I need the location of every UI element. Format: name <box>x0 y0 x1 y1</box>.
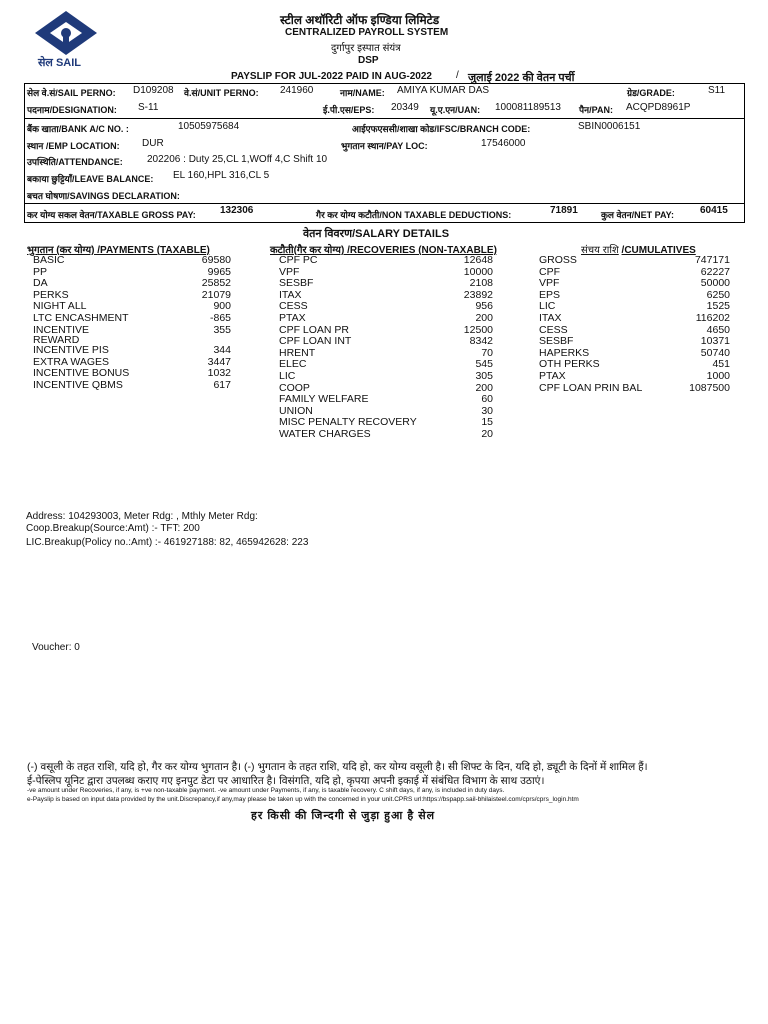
item-label: OTH PERKS <box>539 358 600 371</box>
voucher: Voucher: 0 <box>32 642 80 653</box>
system-title: CENTRALIZED PAYROLL SYSTEM <box>285 27 449 38</box>
item-value: 62227 <box>700 265 730 278</box>
item-label: UNION <box>279 404 313 417</box>
divider <box>24 203 744 204</box>
divider <box>24 118 744 119</box>
attendance-value: 202206 : Duty 25,CL 1,WOff 4,C Shift 10 <box>147 154 328 165</box>
pan-value: ACQPD8961P <box>626 102 691 113</box>
cumulatives-heading <box>581 242 696 256</box>
item-label: CPF LOAN PRIN BAL <box>539 381 643 394</box>
net-value: 60415 <box>700 205 728 216</box>
item-value: 355 <box>213 323 231 336</box>
cumulatives-list <box>539 255 730 394</box>
name-value: AMIYA KUMAR DAS <box>397 85 490 96</box>
cumulatives-heading-hindi: संचय राशि <box>581 245 619 256</box>
item-value: 3447 <box>207 355 231 368</box>
item-value: 12500 <box>463 323 493 336</box>
list-item <box>279 394 493 406</box>
item-label: COOP <box>279 381 310 394</box>
ifsc-label: आईएफएससी/शाखा कोड/IFSC/BRANCH CODE: <box>352 124 531 134</box>
footer-hindi-2: ई-पेस्लिप यूनिट द्वारा उपलब्ध कराए गए इनपुट डेटा पर आधारित है। विसंगति, यदि हो, कृपया अपनी इकाई में संबंधित विभाग के साथ उठाएं। <box>27 775 545 787</box>
list-item <box>279 301 493 313</box>
item-value: 12648 <box>463 254 493 266</box>
item-label: EXTRA WAGES <box>33 355 110 368</box>
list-item <box>279 278 493 290</box>
net-label: कुल वेतन/NET PAY: <box>601 210 674 220</box>
item-label: LIC <box>279 369 296 382</box>
plant-name-hindi: दुर्गापुर इस्पात संयंत्र <box>331 43 401 54</box>
item-label: INCENTIVE QBMS <box>33 378 123 391</box>
location-label: स्थान /EMP LOCATION: <box>27 141 120 151</box>
item-value: 200 <box>475 381 493 394</box>
item-value: 1000 <box>706 369 730 382</box>
item-label: CPF LOAN PR <box>279 323 350 336</box>
coop-breakup: Coop.Breakup(Source:Amt) :- TFT: 200 <box>26 523 200 534</box>
item-label: LTC ENCASHMENT <box>33 311 129 324</box>
title-separator: / <box>456 70 459 81</box>
item-value: 1087500 <box>689 381 730 394</box>
tagline: हर किसी की जिन्दगी से जुड़ा हुआ है सेल <box>251 810 436 822</box>
item-value: 747171 <box>694 254 730 266</box>
payments-list <box>33 255 231 392</box>
item-value: 1032 <box>207 367 231 380</box>
item-label: CESS <box>539 323 568 336</box>
item-label: MISC PENALTY RECOVERY <box>279 416 417 429</box>
item-label: REWARD <box>33 334 80 347</box>
list-item <box>33 380 231 392</box>
designation-value: S-11 <box>138 102 159 113</box>
savings-label: बचत घोषणा/SAVINGS DECLARATION: <box>27 191 180 201</box>
name-label: नाम/NAME: <box>340 88 385 98</box>
item-value: 116202 <box>695 311 730 324</box>
plant-code: DSP <box>358 55 379 66</box>
company-name-hindi: स्टील अथॉरिटी ऑफ इण्डिया लिमिटेड <box>280 13 440 27</box>
item-label: CPF LOAN INT <box>279 335 352 348</box>
item-value: 1525 <box>706 300 730 313</box>
item-value: 6250 <box>706 288 730 301</box>
item-label: VPF <box>279 265 300 278</box>
item-label: ITAX <box>279 288 302 301</box>
item-label: SESBF <box>279 277 314 290</box>
list-item <box>539 336 730 348</box>
salary-details-title: वेतन विवरण/SALARY DETAILS <box>303 228 450 240</box>
list-item <box>33 345 231 357</box>
location-value: DUR <box>142 138 164 149</box>
item-value: 2108 <box>469 277 493 290</box>
payloc-value: 17546000 <box>481 138 526 149</box>
item-value: 50000 <box>700 277 730 290</box>
cumulatives-heading-english: /CUMULATIVES <box>621 245 696 256</box>
item-label: LIC <box>539 300 556 313</box>
logo-text: सेल SAIL <box>38 57 82 69</box>
item-label: FAMILY WELFARE <box>279 393 369 406</box>
recoveries-heading: कटौती(गैर कर योग्य) /RECOVERIES (NON-TAXABLE) <box>270 245 497 256</box>
list-item <box>539 278 730 290</box>
item-label: CESS <box>279 300 308 313</box>
leave-value: EL 160,HPL 316,CL 5 <box>173 170 270 181</box>
item-value: 344 <box>213 344 231 357</box>
list-item <box>539 371 730 383</box>
grade-label: ग्रेड/GRADE: <box>627 88 675 98</box>
item-label: VPF <box>539 277 560 290</box>
item-value: 956 <box>475 300 493 313</box>
item-label: DA <box>33 277 48 290</box>
attendance-label: उपस्थिति/ATTENDANCE: <box>27 157 123 167</box>
ifsc-value: SBIN0006151 <box>578 121 641 132</box>
item-value: 60 <box>481 393 493 406</box>
item-value: 50740 <box>700 346 730 359</box>
list-item <box>279 255 493 267</box>
item-label: PP <box>33 265 48 278</box>
unit-perno-value: 241960 <box>280 85 314 96</box>
item-value: 9965 <box>207 265 231 278</box>
payloc-label: भुगतान स्थान/PAY LOC: <box>341 141 428 151</box>
bank-value: 10505975684 <box>178 121 240 132</box>
item-label: PTAX <box>539 369 566 382</box>
list-item <box>279 359 493 371</box>
item-value: 4650 <box>706 323 730 336</box>
nontax-label: गैर कर योग्य कटौती/NON TAXABLE DEDUCTIONS: <box>316 210 512 220</box>
payslip-title-hindi: जुलाई 2022 की वेतन पर्ची <box>468 72 575 84</box>
item-label: INCENTIVE BONUS <box>33 367 130 380</box>
payslip-title: PAYSLIP FOR JUL-2022 PAID IN AUG-2022 <box>231 71 432 82</box>
perno-label: सेल वे.सं/SAIL PERNO: <box>27 88 116 98</box>
item-label: ELEC <box>279 358 307 371</box>
item-label: PTAX <box>279 311 306 324</box>
footer-hindi-1: (-) वसूली के तहत राशि, यदि हो, गैर कर योग्य भुगतान है। (-) भुगतान के तहत राशि, यदि हो, कर योग्य वसूली है। सी शिफ्ट के दिन, यदि हो, ड्यूटी के दिनों में शामिल हैं। <box>27 761 648 773</box>
list-item <box>539 313 730 325</box>
footer-english-1: -ve amount under Recoveries, if any, is +ve non-taxable payment. -ve amount under Payments, if any, is taxable recovery. C shift days, if any, is included in duty days. <box>27 787 505 794</box>
item-label: HAPERKS <box>539 346 590 359</box>
list-item <box>539 359 730 371</box>
item-value: 200 <box>475 311 493 324</box>
item-value: 10371 <box>700 335 730 348</box>
designation-label: पदनाम/DESIGNATION: <box>27 105 117 115</box>
item-value: 30 <box>481 404 493 417</box>
payments-heading: भुगतान (कर योग्य) /PAYMENTS (TAXABLE) <box>27 245 210 256</box>
item-label: WATER CHARGES <box>279 427 371 440</box>
item-value: -865 <box>209 311 231 324</box>
address-note: Address: 104293003, Meter Rdg: , Mthly Meter Rdg: <box>26 511 258 522</box>
item-value: 545 <box>475 358 493 371</box>
list-item <box>279 348 493 360</box>
list-item <box>279 313 493 325</box>
item-label: ITAX <box>539 311 562 324</box>
list-item <box>539 290 730 302</box>
list-item <box>279 290 493 302</box>
pan-label: पैन/PAN: <box>579 105 613 115</box>
item-label: CPF <box>539 265 560 278</box>
item-label: CPF PC <box>279 254 318 266</box>
item-value: 900 <box>213 300 231 313</box>
item-value: 10000 <box>463 265 493 278</box>
recoveries-list <box>279 255 493 441</box>
item-label: EPS <box>539 288 561 301</box>
bank-label: बैंक खाता/BANK A/C NO. : <box>27 124 129 134</box>
item-value: 69580 <box>201 254 231 266</box>
grade-value: S11 <box>708 85 726 96</box>
item-value: 8342 <box>469 335 493 348</box>
eps-label: ई.पी.एस/EPS: <box>323 105 375 115</box>
list-item <box>33 313 231 325</box>
item-value: 305 <box>475 369 493 382</box>
list-item <box>279 371 493 383</box>
item-value: 23892 <box>463 288 493 301</box>
item-value: 70 <box>481 346 493 359</box>
item-label: GROSS <box>539 254 577 266</box>
lic-breakup: LIC.Breakup(Policy no.:Amt) :- 461927188: 82, 465942628: 223 <box>26 537 309 548</box>
item-value: 451 <box>712 358 730 371</box>
leave-label: बकाया छुट्टियाँ/LEAVE BALANCE: <box>27 174 154 184</box>
list-item <box>279 336 493 348</box>
list-item <box>279 429 493 441</box>
item-value: 21079 <box>201 288 231 301</box>
nontax-value: 71891 <box>550 205 578 216</box>
item-label: BASIC <box>33 254 65 266</box>
item-label: SESBF <box>539 335 574 348</box>
item-label: HRENT <box>279 346 316 359</box>
uan-value: 100081189513 <box>495 102 561 113</box>
eps-value: 20349 <box>391 102 419 113</box>
list-item <box>33 255 231 267</box>
item-value: 15 <box>481 416 493 429</box>
list-item <box>539 255 730 267</box>
item-label: NIGHT ALL <box>33 300 87 313</box>
item-value: 20 <box>481 427 493 440</box>
item-value: 617 <box>213 378 231 391</box>
gross-value: 132306 <box>220 205 254 216</box>
item-value: 25852 <box>201 277 231 290</box>
unit-perno-label: वे.सं/UNIT PERNO: <box>184 88 259 98</box>
item-label: INCENTIVE <box>33 323 90 336</box>
uan-label: यू.ए.एन/UAN: <box>430 105 481 115</box>
item-label: PERKS <box>33 288 69 301</box>
item-label: INCENTIVE PIS <box>33 344 109 357</box>
list-item <box>539 383 730 395</box>
perno-value: D109208 <box>133 85 174 96</box>
gross-label: कर योग्य सकल वेतन/TAXABLE GROSS PAY: <box>27 210 196 220</box>
footer-english-2: e-Payslip is based on input data provided by the unit.Discrepancy,if any,may please be taken up with the concerned in your unit.CPRS url:https://bspapp.sail-bhilaisteel.com/cprs/cprs_login.htm <box>27 796 579 803</box>
